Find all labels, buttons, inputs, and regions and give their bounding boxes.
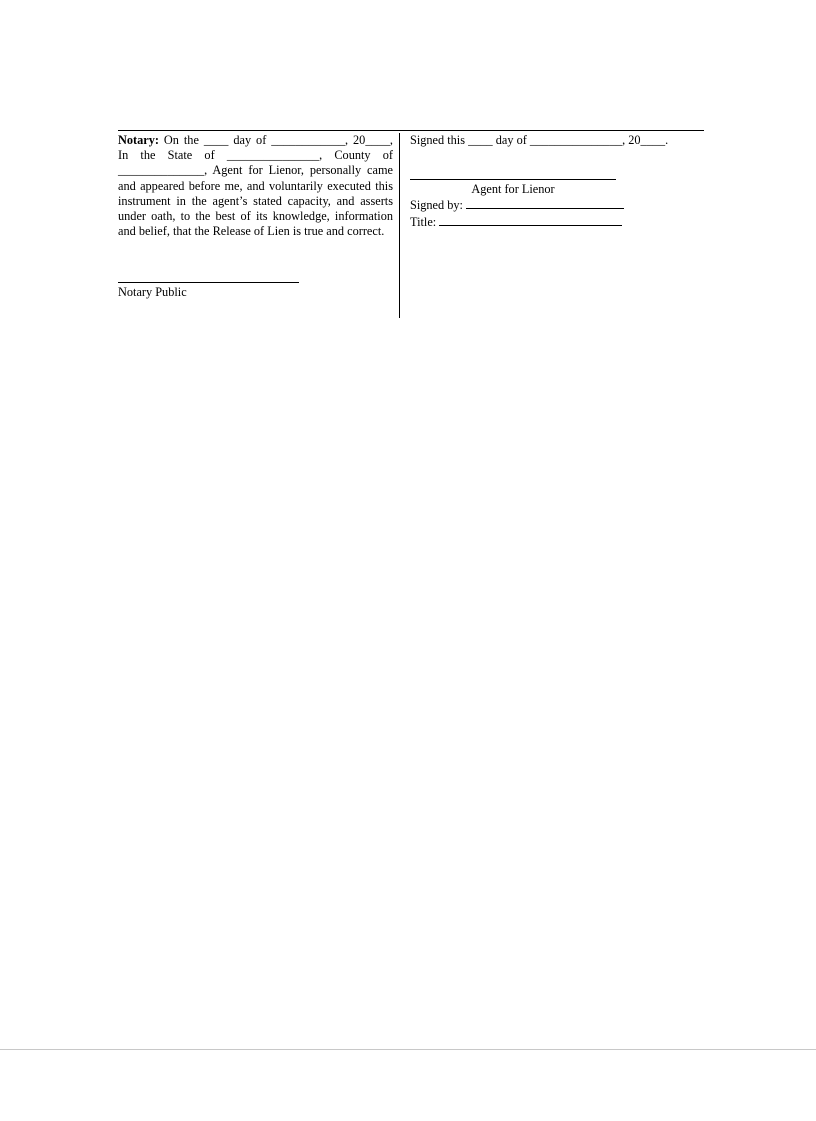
title-label: Title: bbox=[410, 215, 437, 230]
signed-by-field bbox=[410, 197, 698, 214]
notary-signature-label: Notary Public bbox=[118, 285, 187, 300]
notary-heading: Notary: bbox=[118, 133, 159, 147]
signed-by-blank bbox=[466, 197, 624, 209]
signed-paragraph: Signed this ____ day of _______________, 20____. bbox=[410, 133, 669, 147]
agent-caption: Agent for Lienor bbox=[471, 182, 555, 197]
notary-signature-line bbox=[118, 282, 299, 283]
notary-paragraph bbox=[118, 133, 393, 239]
footer-divider bbox=[0, 1049, 816, 1050]
signature-columns bbox=[118, 130, 704, 318]
notary-paragraph-text: On the ____ day of ____________, 20____, In the State of _______________, County of ______________, Agent for Lienor, personally came and appeared before me, and voluntarily executed this instrument in the agent’s stated capacity, and asserts under oath, to the best of its knowledge, information and belief, that the Release of Lien is true and correct. bbox=[118, 133, 393, 239]
signed-column bbox=[400, 133, 698, 318]
title-blank bbox=[439, 214, 622, 226]
notary-column bbox=[118, 133, 399, 318]
signature-block bbox=[118, 130, 704, 318]
signed-by-label: Signed by: bbox=[410, 198, 463, 213]
title-field bbox=[410, 214, 698, 231]
